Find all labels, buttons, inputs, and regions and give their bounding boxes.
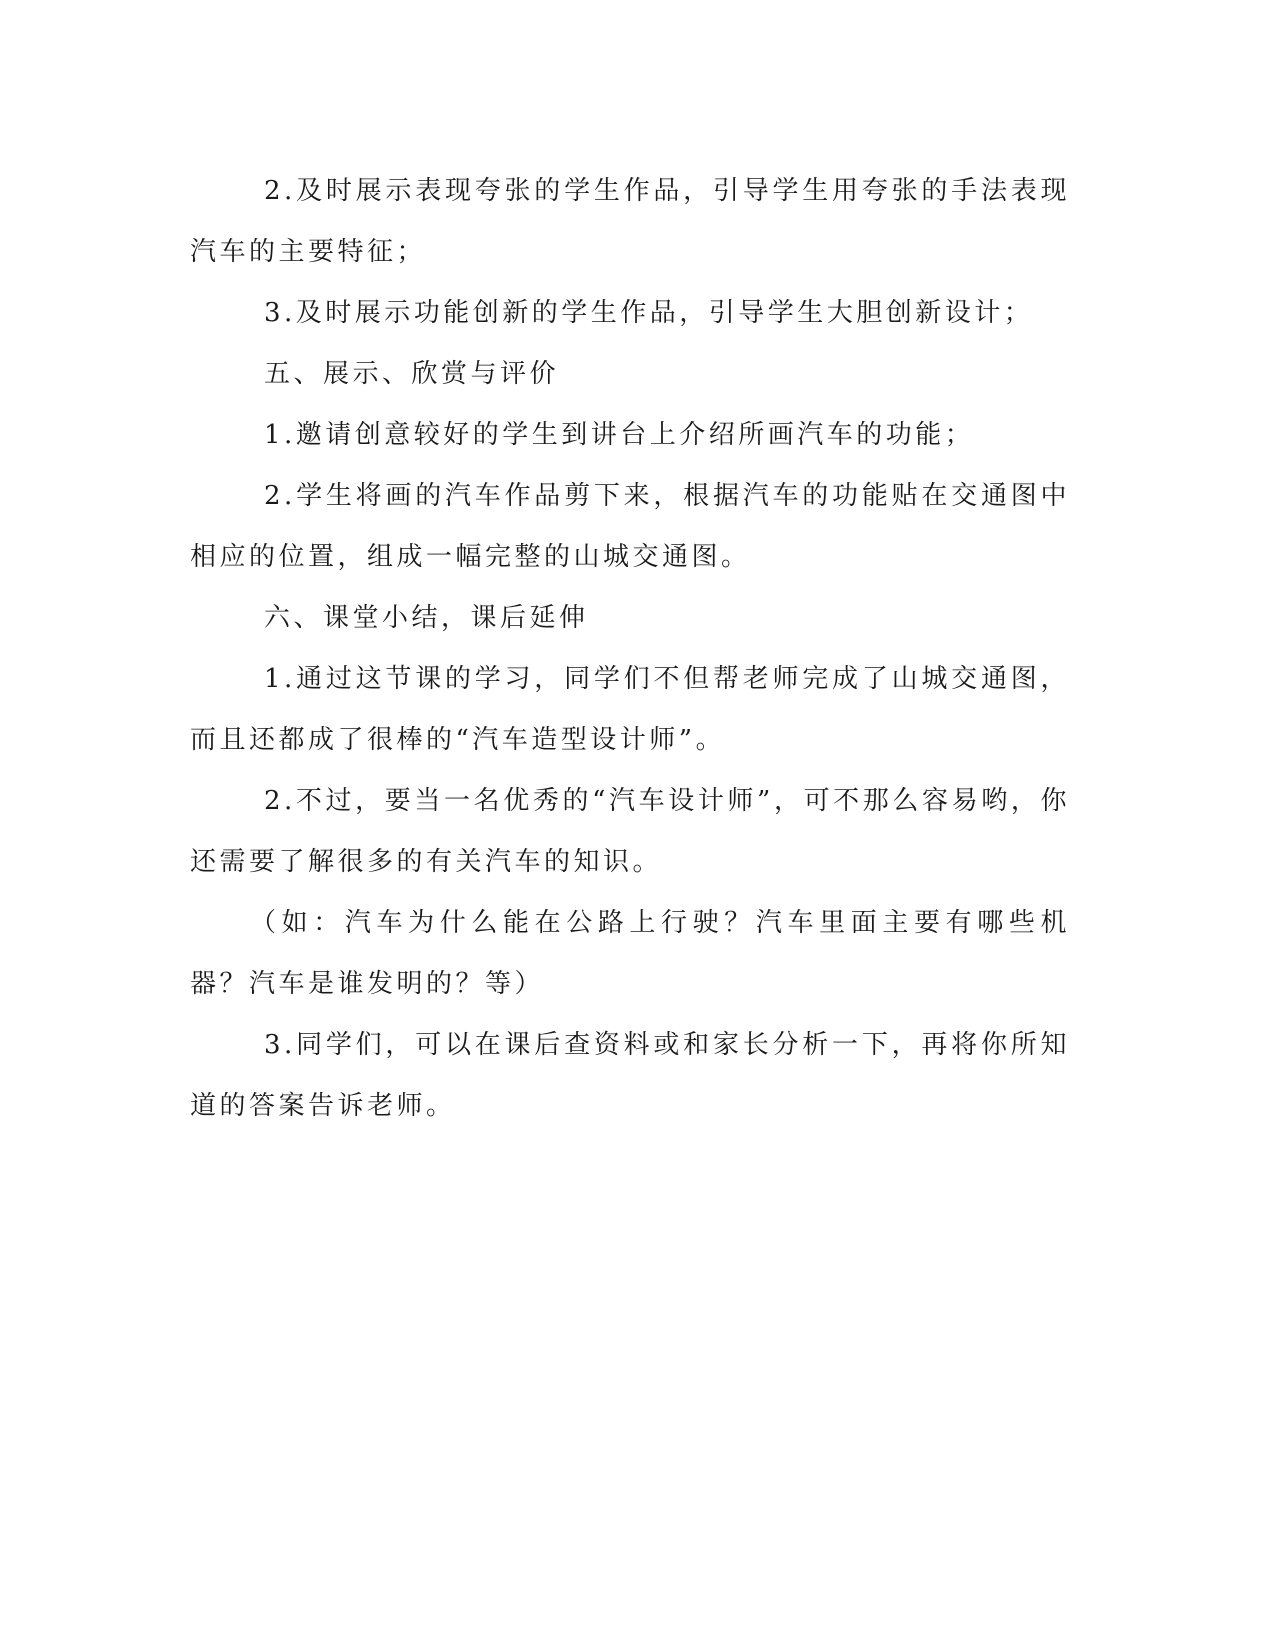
paragraph-item-3-homework: 3.同学们，可以在课后查资料或和家长分析一下，再将你所知道的答案告诉老师。 [190,1030,1070,1121]
paragraph-item-1-invite-students: 1.邀请创意较好的学生到讲台上介绍所画汽车的功能； [264,420,975,450]
paragraph-item-2-exaggeration: 2.及时展示表现夸张的学生作品，引导学生用夸张的手法表现汽车的主要特征； [190,176,1070,267]
section-heading-summary-extension: 六、课堂小结，课后延伸 [264,603,589,633]
paragraph-item-1-lesson-summary: 1.通过这节课的学习，同学们不但帮老师完成了山城交通图，而且还都成了很棒的“汽车造型设计师”。 [190,664,1070,755]
paragraph-item-2-cut-and-paste: 2.学生将画的汽车作品剪下来，根据汽车的功能贴在交通图中相应的位置，组成一幅完整的山城交通图。 [190,481,1070,572]
paragraph-item-3-innovation: 3.及时展示功能创新的学生作品，引导学生大胆创新设计； [264,298,1034,328]
paragraph-example-questions: （如：汽车为什么能在公路上行驶？汽车里面主要有哪些机器？汽车是谁发明的？等） [190,908,1070,999]
document-body [190,161,1070,1137]
paragraph-item-2-designer-knowledge: 2.不过，要当一名优秀的“汽车设计师”，可不那么容易哟，你还需要了解很多的有关汽车的知识。 [190,786,1070,877]
section-heading-display-evaluation: 五、展示、欣赏与评价 [264,359,560,389]
